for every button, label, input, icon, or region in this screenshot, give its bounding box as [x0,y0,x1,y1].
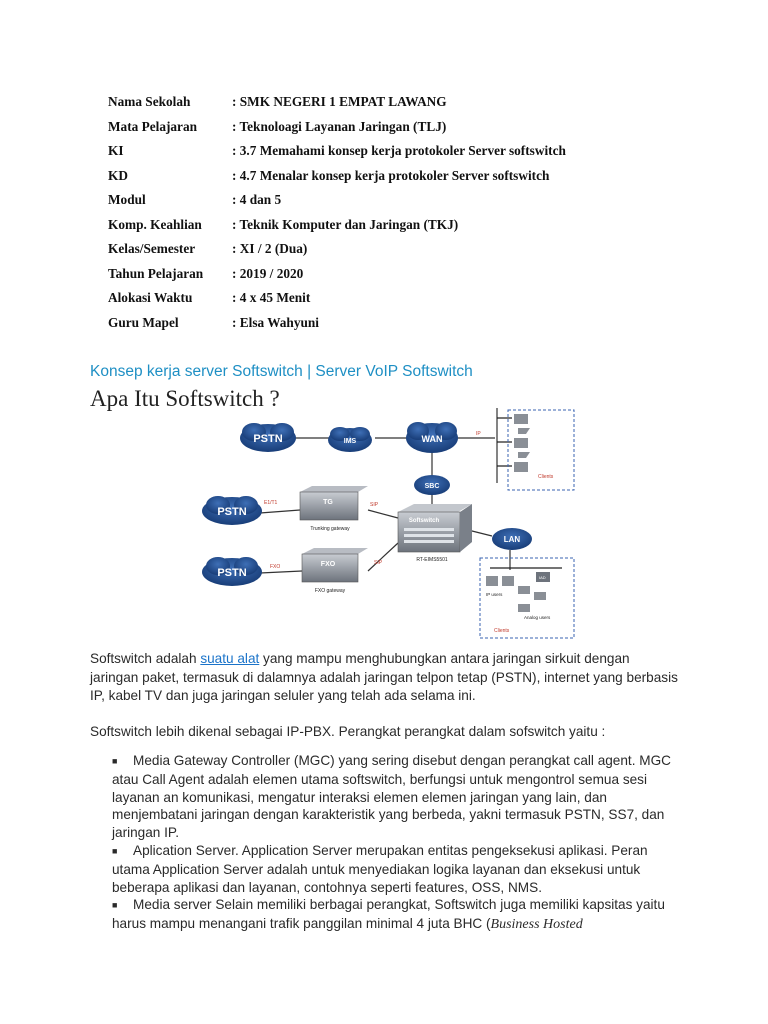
list-item-italic-text: Business Hosted [490,917,583,933]
section-subheading: Konsep kerja server Softswitch | Server VoIP Softswitch [90,363,473,380]
meta-value: : Teknik Komputer dan Jaringan (TKJ) [232,216,459,232]
sip-label: SIP [374,560,383,566]
sbc-label: SBC [424,483,440,490]
tg-label: TG [323,499,333,506]
pstn-cloud-3 [202,557,262,586]
model-label: RT-EIMS5501 [416,557,448,563]
list-item-text: Media Gateway Controller (MGC) yang sering disebut dengan perangkat call agent. MGC atau Call Agent adalah elemen utama softswitch, berfungsi untuk mengontrol semua sesi layanan an komunikasi, mengatur interaksi elemen elemen jaringan yang lain, dan menjembatani jaringan dengan karakteristik yang berbeda, yakni termasuk PSTN, SS7, dan jaringan IP. [112,753,671,841]
meta-row-module [108,188,566,213]
document-metadata [108,90,566,335]
paragraph-text: yang mampu menghubungkan antara jaringan sirkuit dengan jaringan paket, termasuk di dalamnya adalah jaringan telpon tetap (PSTN), internet yang berbasis IP, kabel TV dan juga jaringan seluler yang telah ada selama ini. [90,651,678,703]
paragraph-text: Softswitch adalah [90,651,201,666]
ims-cloud [328,427,372,452]
meta-value: : SMK NEGERI 1 EMPAT LAWANG [232,94,447,110]
meta-key: Mata Pelajaran [108,118,197,134]
meta-row-class [108,237,566,262]
meta-key: Kelas/Semester [108,241,196,257]
fxo-gateway-label: FXO gateway [314,588,346,594]
fxo-gateway-device [302,548,368,594]
sbc-cloud [414,475,450,495]
meta-row-teacher [108,311,566,336]
fxo-line-label: FXO [270,564,281,570]
e1t1-label: E1/T1 [264,500,278,506]
meta-key: Alokasi Waktu [108,290,193,306]
ims-label: IMS [343,438,357,445]
meta-row-competency [108,213,566,238]
bullet-marker: ■ [112,756,118,766]
meta-value: : 4 x 45 Menit [232,290,311,306]
list-item [112,896,682,934]
lan-cloud [492,528,532,550]
meta-value: : Teknoloagi Layanan Jaringan (TLJ) [232,118,447,134]
iad-label: IAD [539,575,546,580]
ip-users-label: IP users [486,592,503,597]
meta-value: : 4 dan 5 [232,192,282,208]
wan-label: WAN [421,434,443,444]
softswitch-label: Softswitch [408,518,440,524]
pstn-label: PSTN [217,567,247,579]
paragraph-definition [90,650,680,706]
list-item-text: Media server Selain memiliki berbagai perangkat, Softswitch juga memiliki kapsitas yaitu harus mampu menangani trafik panggilan minimal 4 juta BHC ( [112,897,665,932]
meta-key: Tahun Pelajaran [108,265,204,281]
meta-row-subject [108,115,566,140]
analog-users-label: Analog users [524,615,551,620]
suatu-alat-link[interactable]: suatu alat [200,651,260,666]
meta-key: Guru Mapel [108,314,179,330]
trunking-gateway-label: Trunking gateway [310,526,350,532]
clients-top-label: Clients [538,474,554,480]
meta-value: : 2019 / 2020 [232,265,304,281]
meta-value: : XI / 2 (Dua) [232,241,308,257]
phone-icon [514,414,530,472]
meta-row-time [108,286,566,311]
list-item [112,842,682,896]
ip-label: IP [476,431,481,437]
list-item [112,752,682,842]
meta-row-year [108,262,566,287]
meta-key: Modul [108,192,146,208]
device-list [112,752,682,934]
meta-value: : 4.7 Menalar konsep kerja protokoler Server softswitch [232,167,550,183]
meta-row-kd [108,164,566,189]
wan-cloud [406,422,458,453]
clients-bottom-box [480,558,574,638]
pstn-cloud-1 [240,423,296,452]
meta-key: Komp. Keahlian [108,216,202,232]
list-item-text: Aplication Server. Application Server merupakan entitas pengeksekusi aplikasi. Peran utama Application Server adalah untuk menyediakan logika layanan dan eksekusi untuk beberapa aplikasi dan layanan, contohnya seperti features, OSS, NMS. [112,842,648,895]
bullet-marker: ■ [112,845,118,856]
paragraph-devices-intro: Softswitch lebih dikenal sebagai IP-PBX. Perangkat perangkat dalam sofswitch yaitu : [90,724,606,739]
sip-label: SIP [370,502,379,508]
page-title: Apa Itu Softswitch ? [90,386,280,411]
lan-label: LAN [503,535,521,544]
meta-value: : Elsa Wahyuni [232,314,319,330]
meta-key: KI [108,143,124,159]
meta-value: : 3.7 Memahami konsep kerja protokoler Server softswitch [232,143,566,159]
meta-row-ki [108,139,566,164]
trunking-gateway-device [300,486,368,532]
softswitch-network-diagram [200,408,580,640]
meta-key: KD [108,167,128,183]
meta-row-school [108,90,566,115]
pstn-label: PSTN [217,506,247,518]
meta-key: Nama Sekolah [108,94,191,110]
bullet-marker: ■ [112,900,118,911]
pstn-label: PSTN [253,433,283,445]
pstn-cloud-2 [202,496,262,525]
clients-bottom-label: Clients [494,628,510,634]
softswitch-server [398,504,472,563]
fxo-label: FXO [320,561,336,568]
